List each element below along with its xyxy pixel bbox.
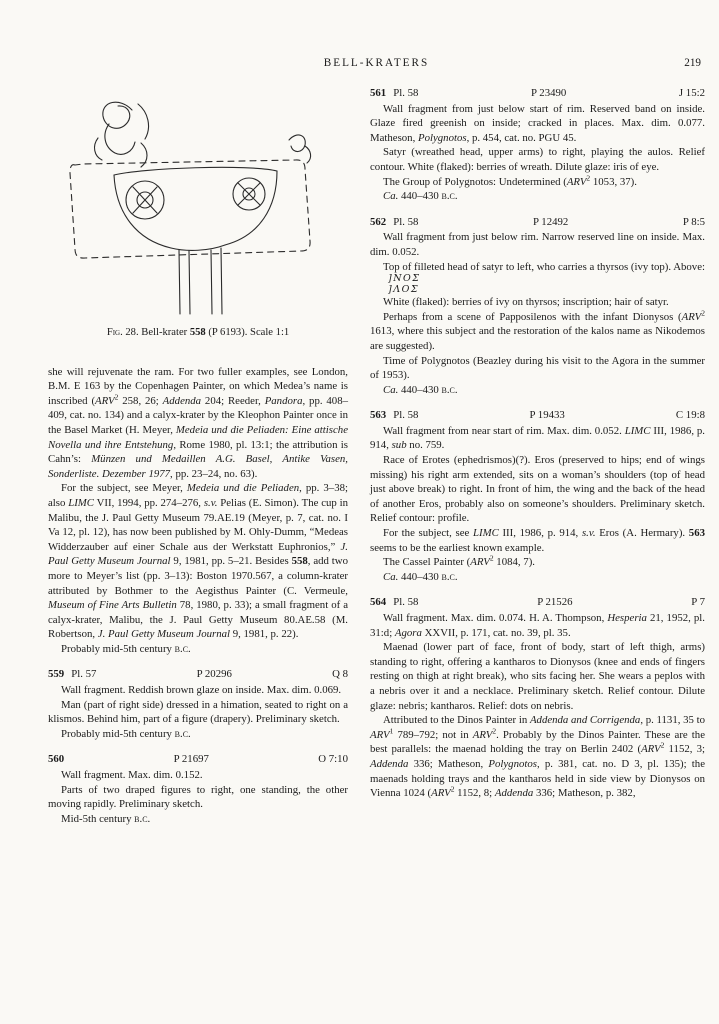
text-run: 204; Reeder,	[201, 394, 265, 407]
entry-number: 559	[48, 668, 65, 681]
entry-number-plate	[370, 408, 418, 423]
paragraph	[370, 310, 705, 354]
text-run: 2	[114, 392, 119, 402]
text-run: 2	[492, 726, 497, 736]
text-run: Probably mid-5th century	[61, 642, 175, 655]
text-run: ARV	[95, 394, 115, 407]
entry-inventory-number: P 23490	[531, 87, 567, 99]
text-run: Addenda	[494, 787, 534, 800]
entry-number: 562	[370, 215, 387, 228]
text-run: Eros (A. Hermary).	[595, 527, 689, 540]
entry-header	[370, 215, 705, 230]
entry-grid-reference: P 8:5	[682, 215, 705, 228]
entry-inventory-number: P 20296	[196, 668, 232, 681]
entry-plate: Pl. 58	[393, 215, 419, 228]
text-run: Time of Polygnotos (Beazley during his visit to the Agora in the summer of 1953).	[370, 354, 705, 382]
catalog-entries-right	[370, 86, 705, 801]
greek-inscription	[375, 274, 421, 295]
text-run: Fig. 28.	[106, 327, 139, 338]
text-run: seems to be the earliest known example.	[370, 541, 545, 554]
paragraph	[370, 260, 705, 296]
paragraph	[370, 555, 705, 570]
paragraph	[370, 295, 705, 310]
sketch-scribble	[289, 135, 305, 152]
catalog-entry-559	[48, 667, 348, 741]
text-run: Addenda and Corrigenda	[529, 714, 641, 727]
text-run: no. 759.	[406, 439, 445, 452]
text-run: 336; Matheson, p. 382,	[533, 787, 636, 800]
text-run: b.c.	[174, 642, 191, 655]
text-run: 2	[586, 172, 591, 182]
text-run: Top of filleted head of satyr to left, who carries a thyrsos (ivy top). Above:	[383, 260, 705, 273]
text-run: Museum of Fine Arts Bulletin	[48, 599, 177, 612]
entry-header	[370, 595, 705, 610]
text-run: 1152, 3;	[664, 743, 705, 756]
entry-grid-reference: P 7	[691, 596, 705, 609]
paragraph	[48, 642, 348, 657]
text-run: LIMC	[472, 527, 499, 540]
text-run: 440–430	[398, 570, 442, 583]
page-number: 219	[684, 57, 701, 69]
entry-number: 561	[370, 87, 387, 99]
text-run: Maenad (lower part of face, front of body, start of left thigh, arms) standing to right, offering a kantharos to Dionysos (knee and ends of fingers resting on thigh at right break), who sits facing her. She wears a peplos with a nebris over it and a necklace. Preliminary sketch. Relief contour. Dilute glaze: nebris; kantharos. Relief: dots on nebris.	[370, 641, 705, 712]
text-run: 558	[291, 555, 308, 568]
paragraph	[370, 145, 705, 174]
paragraph	[370, 230, 705, 259]
handle-hatching-right	[238, 183, 260, 205]
text-run: ARV	[370, 728, 390, 741]
text-run: Bell-krater	[138, 327, 190, 338]
text-run: Polygnotos	[488, 757, 537, 770]
text-run: Hesperia	[607, 612, 647, 624]
text-run: III, 1986, p. 914,	[370, 424, 705, 452]
running-head: BELL-KRATERS	[323, 57, 430, 69]
text-run: she will rejuvenate the ram. For two fuller examples, see London, B.M. E 163 by the Copenhagen Painter, on which Medea’s name is inscribed (	[48, 365, 348, 407]
text-run: III, 1986, p. 914,	[498, 527, 582, 540]
text-run: J. Paul Getty Museum Journal	[97, 628, 231, 641]
catalog-entry-560	[48, 752, 348, 826]
entry-grid-reference: Q 8	[332, 668, 348, 681]
text-run: Satyr (wreathed head, upper arms) to right, playing the aulos. Relief contour. White (flaked): berries of wreath. Dilute glaze: iris of eye.	[370, 146, 705, 173]
figure-bell-krater	[48, 90, 348, 341]
figure-caption	[48, 326, 348, 341]
sketch-scribble	[305, 146, 311, 163]
paragraph	[370, 453, 705, 526]
entry-grid-reference: O 7:10	[318, 753, 348, 766]
text-run: Probably mid-5th century	[61, 727, 175, 740]
text-run: ARV	[641, 743, 661, 756]
text-run: 558	[189, 327, 206, 338]
text-run: b.c.	[174, 727, 191, 740]
text-run: , add two more to Meyer’s list (pp. 3–13): Boston 1970.567, a column-krater attributed by Bothmer to the Aegisthus Painter (C. Vermeule,	[48, 555, 348, 597]
text-run: 336; Matheson,	[408, 757, 489, 770]
paragraph	[48, 768, 348, 783]
entry-plate: Pl. 58	[393, 596, 419, 609]
paragraph	[370, 383, 705, 398]
text-run: Agora	[394, 626, 422, 639]
text-run: , pp. 3–38; also	[48, 482, 349, 509]
text-run: 2	[489, 553, 494, 563]
text-run: s.v.	[203, 496, 218, 509]
text-run: Parts of two draped figures to right, one standing, the other moving rapidly. Preliminary sketch.	[48, 783, 348, 811]
text-run: The Group of Polygnotos: Undetermined (	[383, 175, 567, 188]
paragraph	[48, 727, 348, 742]
text-run: Pandora	[264, 394, 303, 407]
paragraph	[370, 611, 705, 640]
paragraph	[370, 102, 705, 146]
paragraph	[48, 481, 348, 642]
inscription-line: ]ΝΟΣ	[388, 273, 421, 285]
krater-bowl-right	[225, 171, 277, 245]
text-run: Addenda	[162, 394, 202, 407]
entry-header	[370, 408, 705, 423]
text-run: White (flaked): berries of ivy on thyrsos; inscription; hair of satyr.	[383, 296, 669, 309]
entry-number: 564	[370, 596, 387, 609]
text-run: 78, 1980, p. 33); a small fragment of a calyx-krater, Malibu, the J. Paul Getty Museum 80.AE.58 (M. Robertson,	[48, 599, 348, 641]
text-run: ARV	[431, 787, 451, 800]
left-column	[48, 86, 348, 826]
text-run: 789–792; not in	[393, 728, 473, 741]
entry-grid-reference: C 19:8	[675, 409, 705, 422]
text-run: LIMC	[624, 424, 651, 437]
text-run: ARV	[470, 556, 490, 569]
text-run: 1613, where this subject and the restoration of the kalos name as Nikodemos are suggested).	[370, 325, 705, 352]
paragraph	[48, 365, 348, 482]
stem-line	[189, 251, 190, 314]
two-column-layout	[48, 86, 705, 826]
entry-grid-reference: J 15:2	[678, 87, 705, 99]
text-run: 9, 1981, p. 22).	[230, 628, 299, 641]
text-run: LIMC	[68, 496, 94, 509]
text-run: XXVII, p. 171, cat. no. 39, pl. 35.	[421, 626, 571, 639]
entry-number-plate	[370, 595, 418, 610]
text-run: 563	[688, 527, 705, 540]
entry-number: 560	[48, 753, 65, 766]
text-run: 2	[660, 740, 665, 750]
text-run: Man (part of right side) dressed in a himation, seated to right on a klismos. Behind him, part of a figure (drapery). Preliminary sketch.	[48, 698, 348, 726]
entry-number-plate	[48, 752, 64, 767]
paragraph	[370, 713, 705, 801]
text-run: 9, 1981, pp. 5–21. Besides	[170, 555, 292, 568]
entry-plate: Pl. 58	[393, 409, 419, 422]
intro-text	[48, 365, 348, 657]
paragraph	[370, 354, 705, 383]
text-run: Wall fragment. Reddish brown glaze on inside. Max. dim. 0.069.	[61, 684, 342, 697]
text-run: b.c.	[441, 190, 458, 203]
paragraph	[48, 783, 348, 812]
catalog-entry-564	[370, 595, 705, 800]
right-column	[370, 86, 705, 826]
text-run: Addenda	[370, 757, 409, 770]
stem-line	[179, 250, 180, 314]
text-run: Wall fragment. Max. dim. 0.074. H. A. Thompson,	[383, 612, 608, 624]
text-run: 21, 1952, pl. 31:d;	[370, 612, 706, 639]
entry-number: 563	[370, 409, 387, 422]
entry-number-plate	[370, 215, 418, 230]
text-run: VII, 1994, pp. 274–276,	[94, 496, 204, 509]
catalog-entry-562	[370, 215, 705, 398]
paragraph	[370, 570, 705, 585]
text-run: Perhaps from a scene of Papposilenos with the infant Dionysos (	[383, 310, 682, 323]
text-run: Wall fragment. Max. dim. 0.152.	[61, 769, 203, 782]
text-run: Pelias (E. Simon). The cup in Malibu, the J. Paul Getty Museum 79.AE.19 (Meyer, p. 7, cat. no. I Va 12, pl. 12), has now been published by M. Ohly-Dumm, “Medeas Widderzauber auf einer Schale aus der Werkstatt Euphronios,”	[48, 496, 349, 553]
text-run: Mid-5th century	[61, 812, 135, 825]
text-run: 258, 26;	[118, 394, 163, 407]
catalog-entry-561	[370, 86, 705, 204]
text-run: Race of Erotes (ephedrismos)(?). Eros (preserved to hips; end of wings missing) his right arm extended, sits on a woman’s shoulders (top of head just above break) to right. In front of him, the wing and the back of the head of another Eros, probably also on someone’s shoulders. Preliminary sketch. Relief contour: profile.	[370, 454, 705, 525]
text-run: 2	[701, 308, 705, 318]
paragraph	[370, 640, 705, 713]
stem-line	[211, 250, 212, 314]
text-run: , p. 1131, 35 to	[640, 714, 706, 727]
entry-plate: Pl. 57	[71, 668, 97, 681]
text-run: b.c.	[441, 383, 458, 396]
text-run: sub	[391, 439, 407, 452]
text-run: Ca.	[383, 383, 399, 396]
paragraph	[370, 189, 705, 204]
dashed-restoration-outline	[70, 160, 310, 258]
text-run: (P 6193). Scale 1:1	[205, 327, 290, 338]
text-run: J. Paul Getty Museum Journal	[48, 540, 348, 568]
bell-krater-line-drawing	[52, 90, 344, 318]
krater-bowl-left	[114, 175, 171, 248]
entry-plate: Pl. 58	[393, 87, 419, 99]
stem-line	[221, 248, 222, 314]
text-run: s.v.	[581, 527, 596, 540]
entry-header	[48, 667, 348, 682]
text-run: 2	[450, 784, 455, 794]
catalog-entries-left	[48, 667, 348, 826]
text-run: 440–430	[398, 383, 442, 396]
text-run: Wall fragment from just below rim. Narrow reserved line on inside. Max. dim. 0.052.	[370, 231, 705, 258]
text-run: The Cassel Painter (	[383, 556, 471, 569]
text-run: 1	[389, 726, 394, 736]
entry-inventory-number: P 12492	[533, 215, 569, 228]
text-run: 1053, 37).	[590, 175, 637, 188]
krater-rim	[114, 167, 277, 175]
text-run: Medeia und die Peliaden: Eine attische Novella und ihre Entstehung	[48, 423, 348, 451]
entry-number-plate	[370, 86, 418, 101]
text-run: , pp. 23–24, no. 63).	[170, 467, 258, 480]
text-run: , p. 454, cat. no. PGU 45.	[466, 131, 577, 144]
text-run: ARV	[566, 175, 587, 188]
text-run: b.c.	[441, 570, 458, 583]
text-run: Attributed to the Dinos Painter in	[383, 714, 530, 727]
inscription-line: ]ΛΟΣ	[388, 283, 420, 295]
entry-inventory-number: P 21526	[537, 596, 573, 609]
text-run: Polygnotos	[417, 131, 467, 144]
text-run: , p. 381, cat. no. D 3, pl. 135); the maenads holding trays and the kantharos held in side view by Dionysos on Vienna 1024 (	[370, 757, 705, 800]
text-run: Münzen und Medaillen A.G. Basel, Antike Vasen, Sonderliste. Dezember 1977	[48, 453, 348, 480]
catalog-entry-563	[370, 408, 705, 584]
text-run: 1152, 8;	[454, 787, 495, 800]
text-run: b.c.	[134, 812, 151, 825]
text-run: Wall fragment from near start of rim. Max. dim. 0.052.	[383, 424, 625, 437]
sketch-scribble	[138, 104, 149, 139]
text-run: Ca.	[383, 190, 399, 203]
page-header	[48, 56, 705, 72]
text-run: . Probably by the Dinos Painter. These are the best parallels: the maenad holding the tray on Berlin 2402 (	[370, 728, 705, 756]
text-run: ARV	[681, 310, 702, 323]
paragraph	[370, 424, 705, 453]
text-run: 1084, 7).	[493, 556, 535, 569]
text-run: For the subject, see Meyer,	[61, 482, 187, 495]
text-run: 440–430	[398, 190, 442, 203]
entry-header	[370, 86, 705, 101]
paragraph	[48, 683, 348, 698]
text-run: , pp. 408–409, cat. no. 134) and a calyx-krater by the Kleophon Painter once in the Basel Market (H. Meyer,	[48, 394, 348, 436]
text-run: Ca.	[383, 570, 399, 583]
paragraph	[48, 698, 348, 727]
entry-inventory-number: P 21697	[173, 753, 209, 766]
entry-header	[48, 752, 348, 767]
entry-number-plate	[48, 667, 96, 682]
text-run: Wall fragment from just below start of rim. Reserved band on inside. Glaze fired greenish on inside; cracked in places. Max. dim. 0.077. Matheson,	[370, 102, 705, 144]
paragraph	[48, 812, 348, 827]
text-run: , Rome 1980, pl. 13:1; the attribution is Cahn’s:	[48, 438, 348, 466]
entry-inventory-number: P 19433	[529, 409, 565, 422]
sketch-scribble	[103, 102, 132, 128]
text-run: For the subject, see	[383, 527, 473, 540]
paragraph	[370, 172, 705, 190]
text-run: ARV	[472, 728, 493, 741]
text-run: Medeia und die Peliaden	[186, 482, 300, 495]
paragraph	[370, 526, 705, 555]
sketch-scribble	[95, 138, 102, 160]
